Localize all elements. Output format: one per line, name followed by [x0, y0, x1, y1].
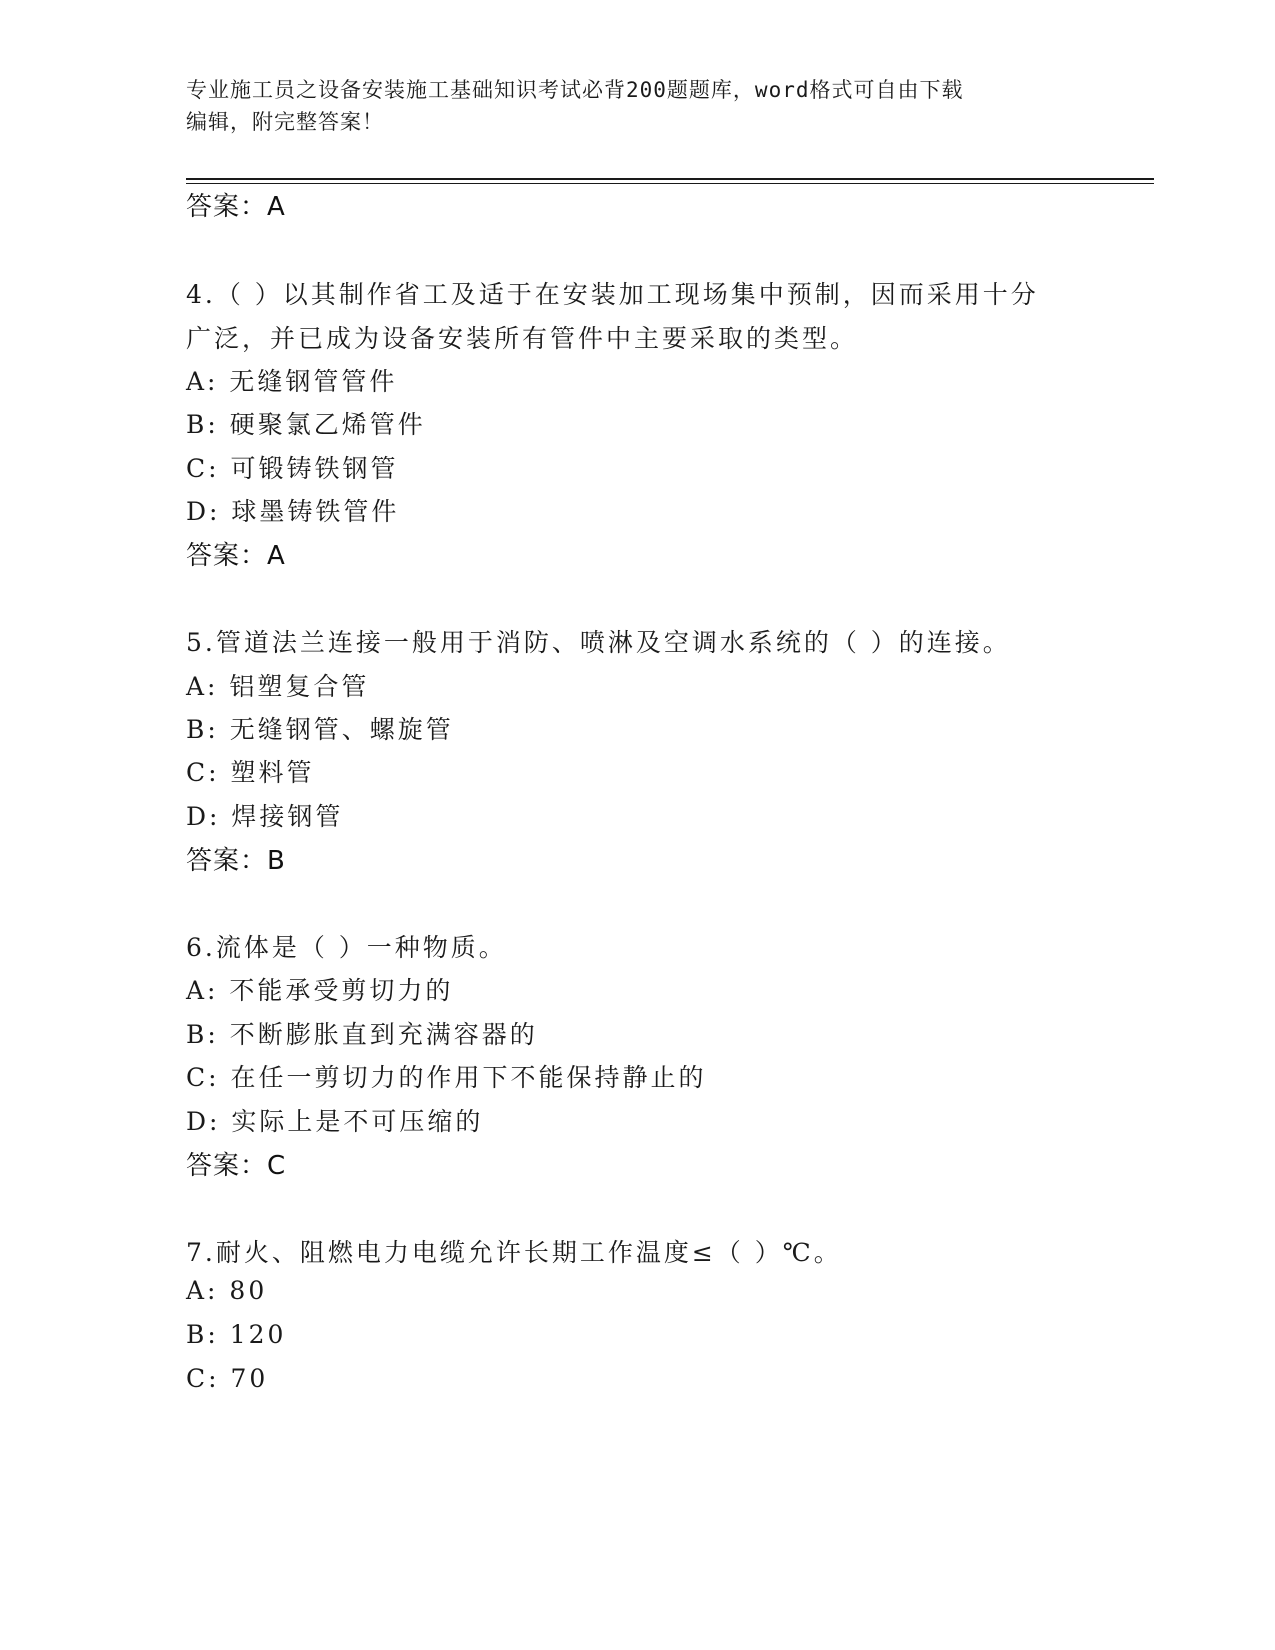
q4-stem-line-2: 广泛，并已成为设备安装所有管件中主要采取的类型。	[186, 324, 859, 353]
q5-option-a: A: 铝塑复合管	[186, 672, 370, 701]
q4-stem-line-1: 4.（ ）以其制作省工及适于在安装加工现场集中预制，因而采用十分	[186, 280, 1039, 309]
q4-option-d: D: 球墨铸铁管件	[186, 497, 400, 526]
q5-option-b: B: 无缝钢管、螺旋管	[186, 715, 454, 744]
q6-option-c: C: 在任一剪切力的作用下不能保持静止的	[186, 1063, 707, 1092]
q7-stem-line-1: 7.耐火、阻燃电力电缆允许长期工作温度≤（ ）℃。	[186, 1238, 842, 1267]
header-line-2: 编辑，附完整答案！	[186, 110, 384, 134]
q4-option-c: C: 可锻铸铁钢管	[186, 454, 399, 483]
q6-stem-line-1: 6.流体是（ ）一种物质。	[186, 933, 507, 962]
q6-answer: 答案：C	[186, 1151, 287, 1181]
q5-option-c: C: 塑料管	[186, 758, 315, 787]
q4-answer: 答案：A	[186, 541, 286, 571]
header-rule-thin	[186, 183, 1154, 184]
header-rule-thick	[186, 178, 1154, 180]
q6-option-b: B: 不断膨胀直到充满容器的	[186, 1020, 538, 1049]
answer-q3: 答案：A	[186, 192, 286, 222]
q7-option-b: B: 120	[186, 1320, 287, 1349]
header-line-1: 专业施工员之设备安装施工基础知识考试必背200题题库，word格式可自由下载	[186, 78, 964, 102]
q7-option-a: A: 80	[186, 1276, 268, 1305]
q5-option-d: D: 焊接钢管	[186, 802, 344, 831]
q5-stem-line-1: 5.管道法兰连接一般用于消防、喷淋及空调水系统的（ ）的连接。	[186, 628, 1011, 657]
q6-option-d: D: 实际上是不可压缩的	[186, 1107, 484, 1136]
document-header	[186, 74, 1086, 138]
q5-answer: 答案：B	[186, 846, 286, 876]
q4-option-b: B: 硬聚氯乙烯管件	[186, 410, 426, 439]
q4-option-a: A: 无缝钢管管件	[186, 367, 398, 396]
q7-option-c: C: 70	[186, 1364, 269, 1393]
q6-option-a: A: 不能承受剪切力的	[186, 976, 454, 1005]
